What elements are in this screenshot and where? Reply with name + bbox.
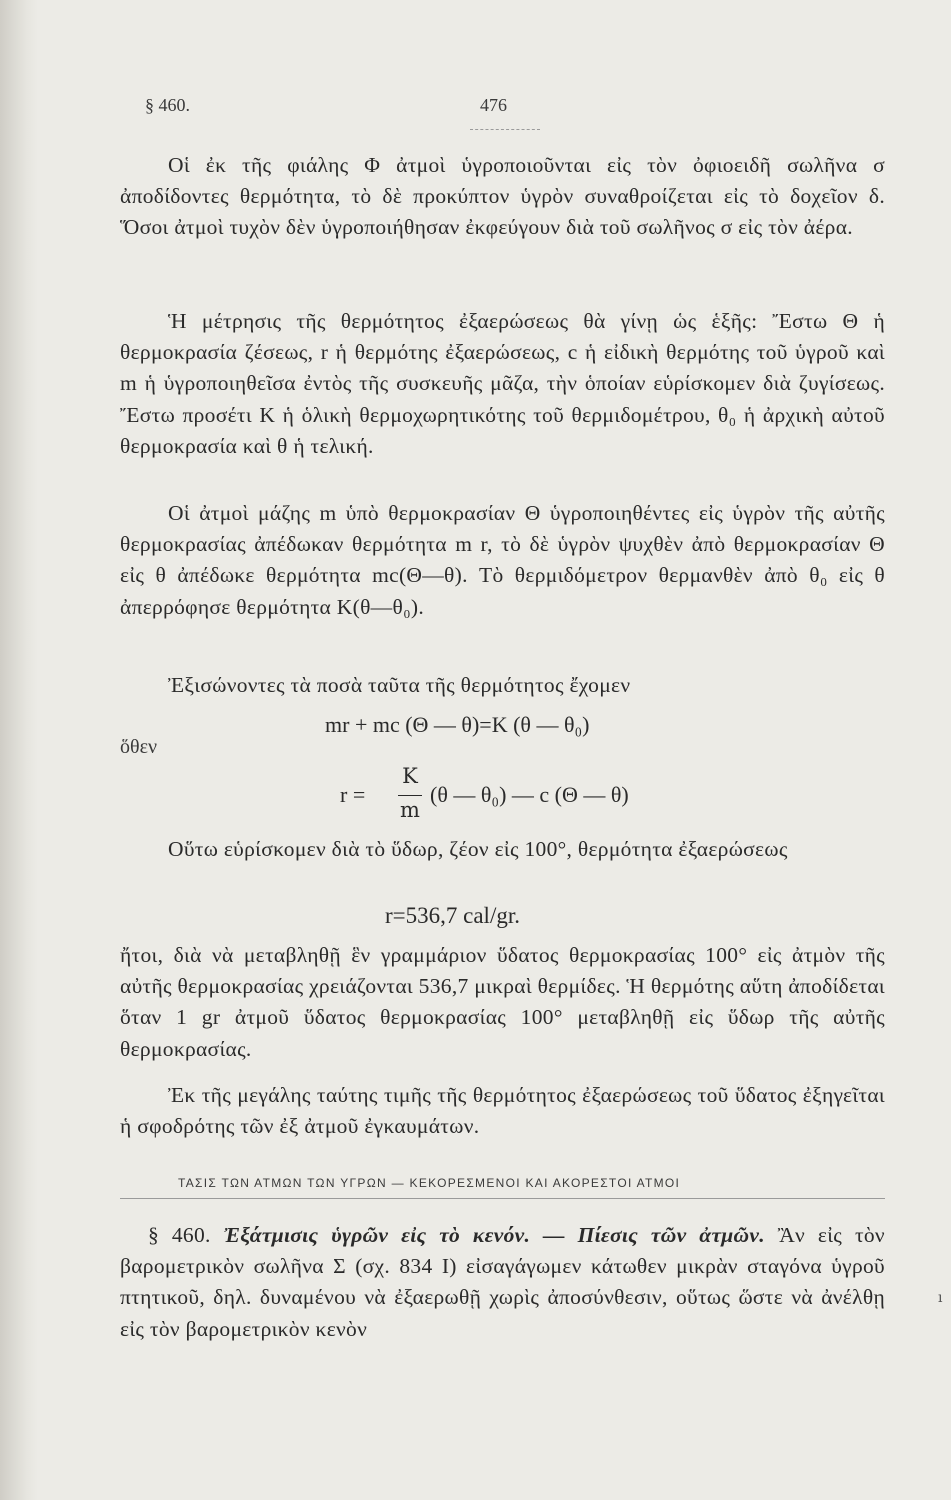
paragraph-water-result: Οὕτω εὑρίσκομεν διὰ τὸ ὕδωρ, ζέον εἰς 100°, θερμότητα ἐξαερώσεως — [168, 837, 788, 861]
paragraph-burns: Ἐκ τῆς μεγάλης ταύτης τιμῆς τῆς θερμότητος ἐξαερώσεως τοῦ ὕδατος ἐξηγεῖται ἡ σφοδρότης τῶν ἐξ ἀτμοῦ ἐγκαυμάτων. — [120, 1083, 885, 1139]
section-heading-paragraph — [120, 1220, 885, 1345]
fraction-denominator: m — [400, 798, 420, 822]
section-text: Ἂν εἰς τὸν βαρομετρικὸν σωλῆνα Σ (σχ. 834 Ι) εἰσαγάγωμεν κάτωθεν μικρὰν σταγόνα ὑγροῦ πτητικοῦ, δηλ. δυναμένου νὰ ἐξαερωθῇ χωρὶς ἀποσύνθεσιν, οὕτως ὥστε νὰ ἀνέλθῃ εἰς τὸν βαρομετρικὸν κενὸν — [120, 1223, 885, 1341]
page-gutter-shadow — [0, 0, 38, 1500]
paragraph-condensation: Οἱ ἐκ τῆς φιάλης Φ ἀτμοὶ ὑγροποιοῦνται εἰς τὸν ὀφιοειδῆ σωλῆνα σ ἀποδίδοντες θερμότητα, τὸ δὲ προκύπτον ὑγρὸν συναθροίζεται εἰς τὸ δοχεῖον δ. Ὅσοι ἀτμοὶ τυχὸν δὲν ὑγροποιήθησαν ἐκφεύγουν διὰ τοῦ σωλῆνος σ εἰς τὸν ἀέρα. — [120, 153, 885, 240]
equation-heat-balance: mr + mc (Θ — θ)=Κ (θ — θ₀) — [325, 712, 590, 737]
page-number: 476 — [480, 95, 507, 115]
header-rule — [470, 129, 540, 130]
caption-rule — [120, 1198, 885, 1199]
equation-r-lhs: r = — [340, 782, 366, 807]
running-head-section: § 460. — [145, 95, 190, 115]
section-title: Ἐξάτμισις ὑγρῶν εἰς τὸ κενόν. — Πίεσις τῶν ἀτμῶν. — [223, 1223, 765, 1247]
fraction-bar — [398, 795, 422, 796]
paragraph-explanation: ἤτοι, διὰ νὰ μεταβληθῇ ἓν γραμμάριον ὕδατος θερμοκρασίας 100° εἰς ἀτμὸν τῆς αὐτῆς θερμοκρασίας χρειάζονται 536,7 μικραὶ θερμίδες. Ἡ θερμότης αὕτη ἀποδίδεται ὅταν 1 gr ἀτμοῦ ὕδατος θερμοκρασίας 100° μεταβληθῇ εἰς ὕδωρ τῆς αὐτῆς θερμοκρασίας. — [120, 943, 885, 1061]
section-number: § 460. — [148, 1223, 211, 1247]
paragraph-heat-balance: Οἱ ἀτμοὶ μάζης m ὑπὸ θερμοκρασίαν Θ ὑγροποιηθέντες εἰς ὑγρὸν τῆς αὐτῆς θερμοκρασίας ἀπέδωκαν θερμότητα m r, τὸ δὲ ὑγρὸν ψυχθὲν ἀπὸ θερμοκρασίαν Θ εἰς θ ἀπέδωκε θερμότητα mc(Θ—θ). Τὸ θερμιδόμετρον θερμανθὲν ἀπὸ θ₀ εἰς θ ἀπερρόφησε θερμότητα Κ(θ—θ₀). — [120, 501, 885, 619]
paragraph-equating: Ἐξισώνοντες τὰ ποσὰ ταῦτα τῆς θερμότητος ἔχομεν — [168, 673, 631, 697]
equation-r-rhs: (θ — θ₀) — c (Θ — θ) — [430, 782, 629, 807]
margin-mark: ı — [938, 1290, 943, 1306]
label-hothen: ὅθεν — [120, 736, 158, 758]
fraction-numerator: Κ — [402, 764, 418, 788]
paragraph-measurement: Ἡ μέτρησις τῆς θερμότητος ἐξαερώσεως θὰ γίνῃ ὡς ἑξῆς: Ἔστω Θ ἡ θερμοκρασία ζέσεως, r ἡ θερμότης ἐξαερώσεως, c ἡ εἰδικὴ θερμότης τοῦ ὑγροῦ καὶ m ἡ ὑγροποιηθεῖσα ἐντὸς τῆς συσκευῆς μᾶζα, τὴν ὁποίαν εὑρίσκομεν διὰ ζυγίσεως. Ἔστω προσέτι Κ ἡ ὁλικὴ θερμοχωρητικότης τοῦ θερμιδομέτρου, θ₀ ἡ ἀρχικὴ αὐτοῦ θερμοκρασία καὶ θ ἡ τελική. — [120, 309, 885, 458]
equation-water-value: r=536,7 cal/gr. — [385, 903, 520, 928]
section-caption: ΤΑΣΙΣ ΤΩΝ ΑΤΜΩΝ ΤΩΝ ΥΓΡΩΝ — ΚΕΚΟΡΕΣΜΕΝΟΙ ΚΑΙ ΑΚΟΡΕΣΤΟΙ ΑΤΜΟΙ — [178, 1176, 681, 1190]
